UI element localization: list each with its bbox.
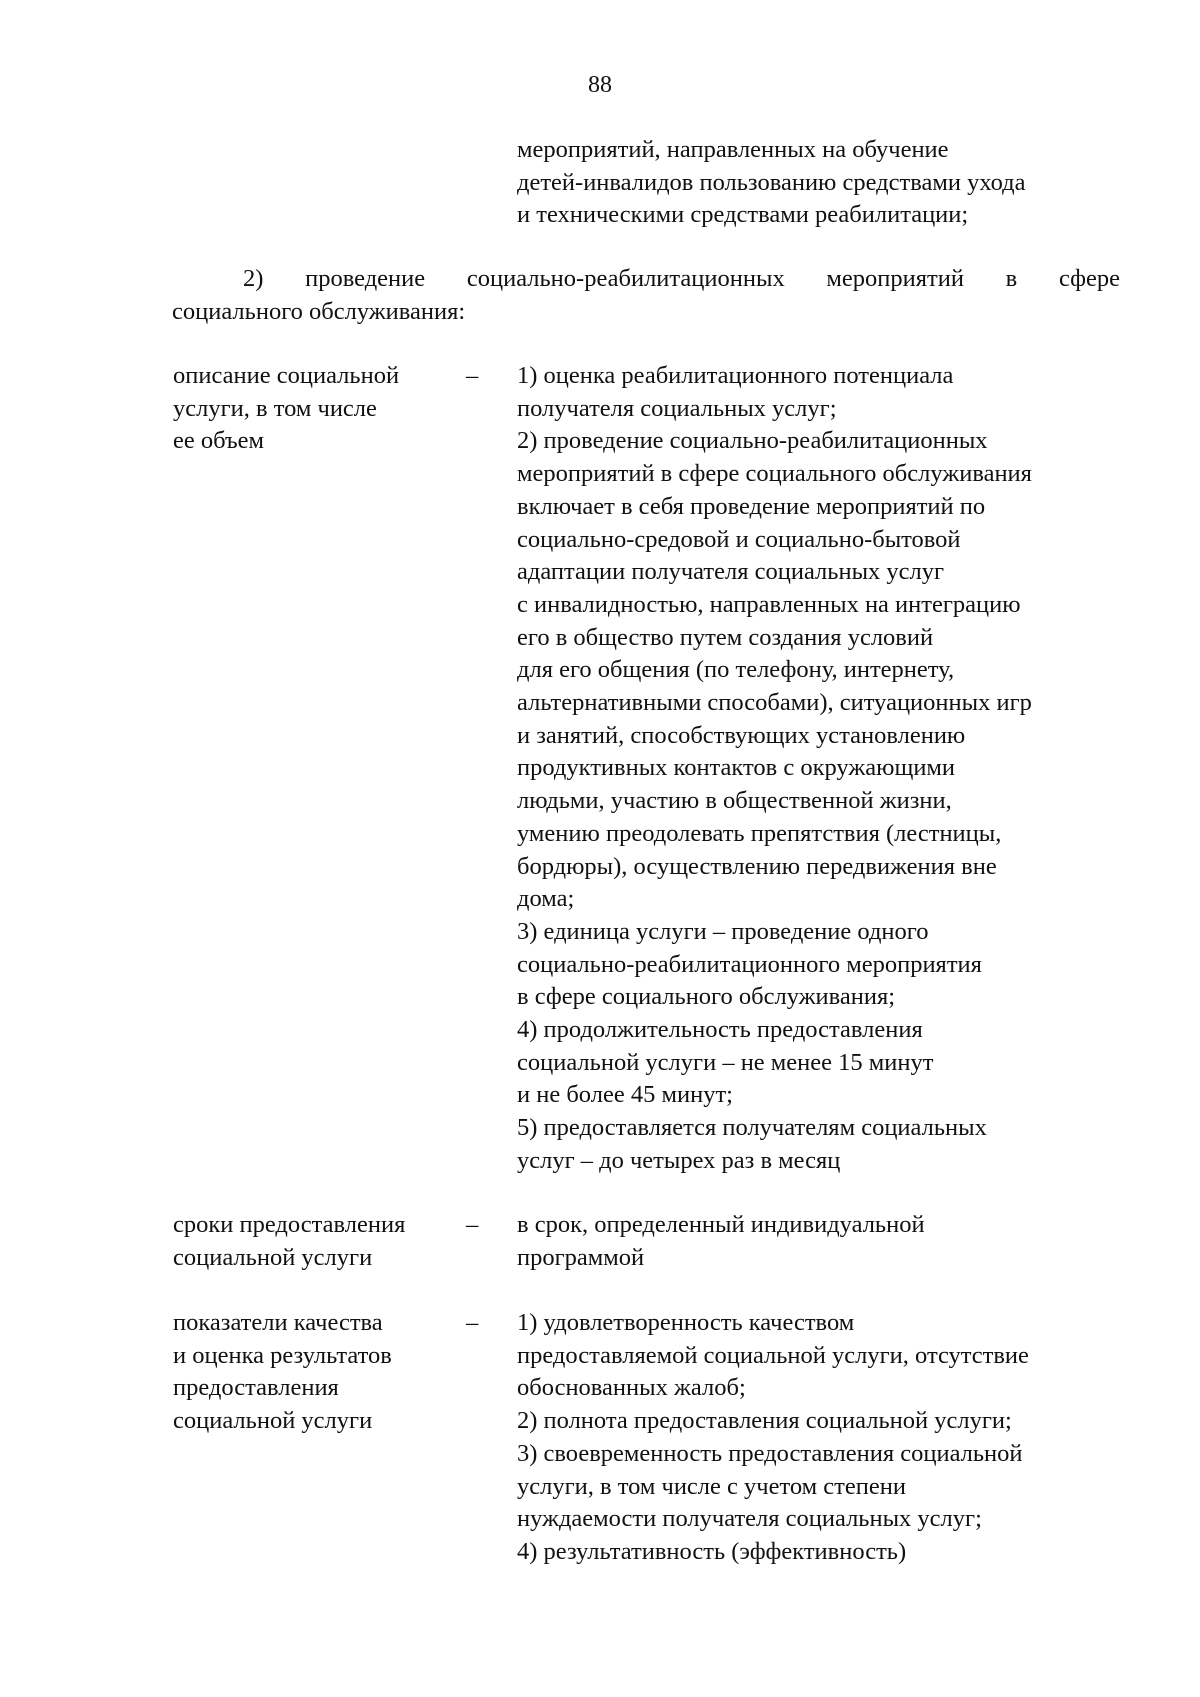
value-line: 1) оценка реабилитационного потенциала [517,362,954,389]
label-line: и оценка результатов [173,1341,392,1369]
value-line: услуг – до четырех раз в месяц [517,1146,841,1174]
item-heading [172,263,1120,328]
value-line: и занятий, способствующих установлению [517,721,966,749]
value-line: для его общения (по телефону, интернету, [517,656,955,684]
text-line: мероприятий, направленных на обучение [517,136,949,163]
row-value [517,1307,1029,1569]
value-line: 2) полнота предоставления социальной услуги; [517,1407,1012,1435]
dash: – [466,362,479,389]
label-line: социальной услуги [173,1243,373,1271]
label-line: услуги, в том числе [173,394,377,422]
value-line: 4) результативность (эффективность) [517,1537,907,1565]
value-line: людьми, участию в общественной жизни, [517,787,952,815]
label-line: ее объем [173,427,265,455]
value-line: программой [517,1243,645,1271]
value-line: социально-средовой и социально-бытовой [517,525,961,553]
row-value [517,360,1032,1178]
value-line: обоснованных жалоб; [517,1374,746,1402]
value-line: с инвалидностью, направленных на интеграцию [517,590,1021,618]
value-line: 1) удовлетворенность качеством [517,1309,855,1336]
value-line: 2) проведение социально-реабилитационных [517,427,988,455]
value-line: услуги, в том числе с учетом степени [517,1472,906,1500]
value-line: адаптации получателя социальных услуг [517,558,945,586]
value-line: социально-реабилитационного мероприятия [517,950,982,978]
value-line: в срок, определенный индивидуальной [517,1211,925,1238]
continuation-text [517,134,1026,232]
label-line: описание социальной [173,362,400,389]
label-line: социальной услуги [173,1407,373,1435]
value-line: в сфере социального обслуживания; [517,983,896,1011]
value-line: нуждаемости получателя социальных услуг; [517,1505,982,1533]
value-line: мероприятий в сфере социального обслуживания [517,460,1032,488]
dash: – [466,1211,479,1238]
label-line: сроки предоставления [173,1211,406,1238]
value-line: 5) предоставляется получателям социальных [517,1114,987,1142]
value-line: предоставляемой социальной услуги, отсутствие [517,1341,1029,1369]
item-heading-line: 2) проведение социально-реабилитационных мероприятий в сфере [243,265,1120,292]
value-line: 4) продолжительность предоставления [517,1016,923,1044]
row-label [173,1209,405,1274]
text-line: детей-инвалидов пользованию средствами ухода [517,168,1026,196]
value-line: его в общество путем создания условий [517,623,934,651]
row-label [173,1307,392,1438]
text-line: и техническими средствами реабилитации; [517,201,969,229]
value-line: получателя социальных услуг; [517,394,837,422]
dash: – [466,1309,479,1336]
value-line: 3) единица услуги – проведение одного [517,917,929,945]
label-line: показатели качества [173,1309,383,1336]
value-line: дома; [517,885,575,913]
page-number: 88 [588,72,612,98]
value-line: социальной услуги – не менее 15 минут [517,1048,934,1076]
value-line: 3) своевременность предоставления социальной [517,1439,1023,1467]
label-line: предоставления [173,1374,339,1402]
value-line: включает в себя проведение мероприятий по [517,492,986,520]
row-value [517,1209,925,1274]
value-line: бордюры), осуществлению передвижения вне [517,852,997,880]
row-label [173,360,399,458]
value-line: альтернативными способами), ситуационных игр [517,689,1032,717]
value-line: умению преодолевать препятствия (лестницы, [517,819,1002,847]
value-line: продуктивных контактов с окружающими [517,754,956,782]
value-line: и не более 45 минут; [517,1081,733,1109]
item-heading-line: социального обслуживания: [172,297,466,325]
